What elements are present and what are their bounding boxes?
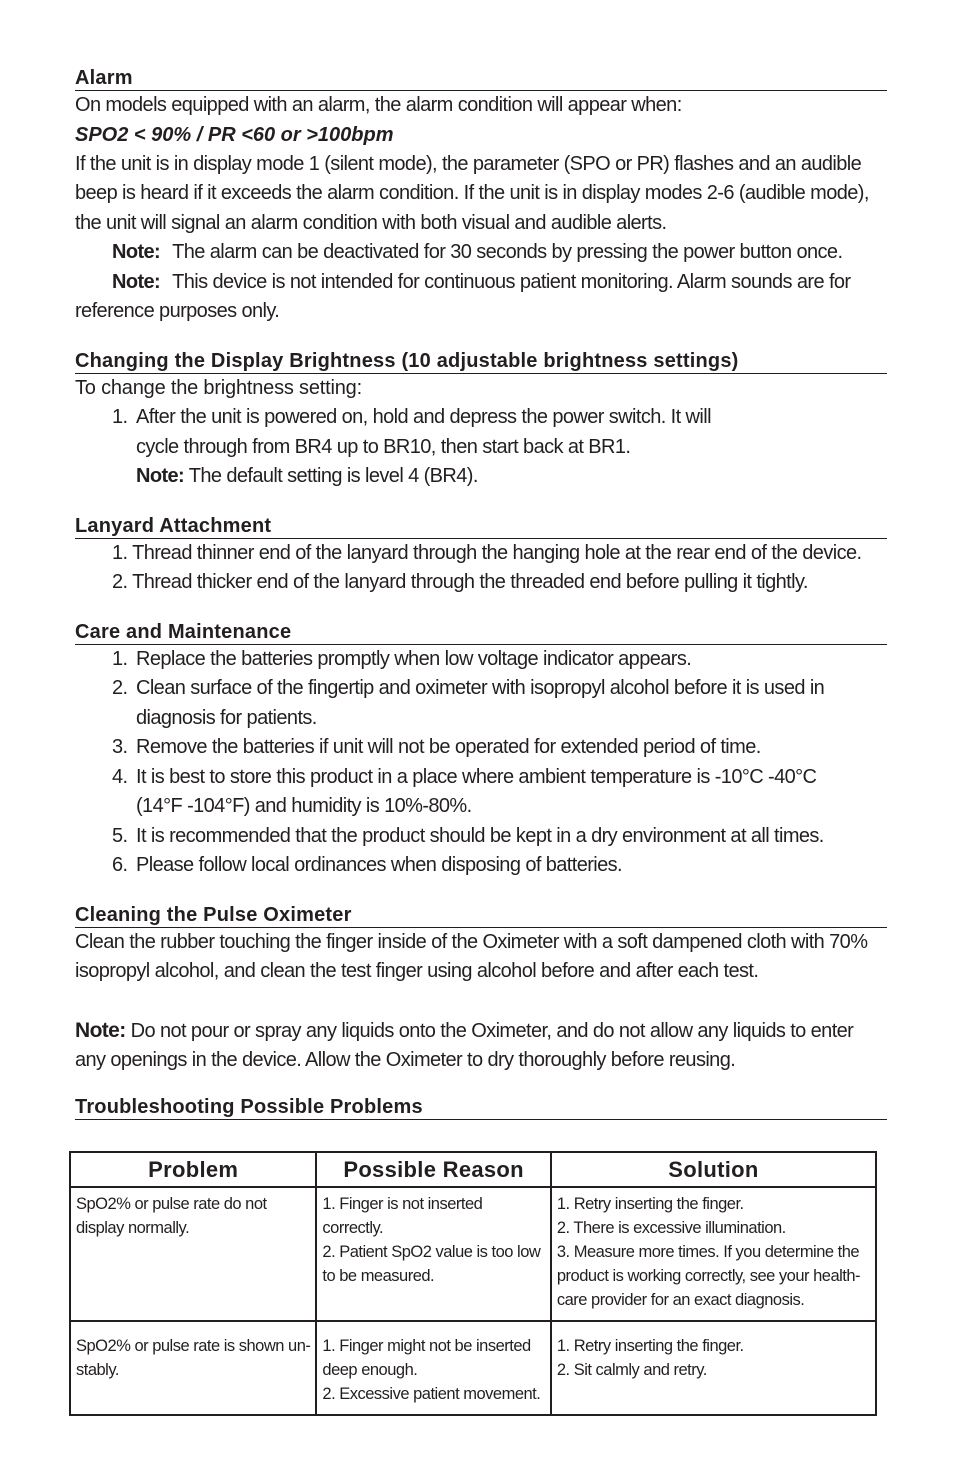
- brightness-steps: [75, 403, 887, 492]
- list-item: 6. Please follow local ordinances when disposing of batteries.: [112, 854, 623, 876]
- note-label: Note:: [112, 241, 161, 263]
- note-label: Note:: [136, 465, 185, 487]
- care-heading: Care and Maintenance: [75, 620, 887, 645]
- care-list: [75, 645, 887, 881]
- solution-cell: 1. Retry inserting the finger. 2. There is excessive illumination. 3. Measure more times. If you determine the product is working correctly, see your health-care provider for an exact diagnosis.: [551, 1187, 876, 1321]
- reason-cell: 1. Finger is not inserted correctly. 2. Patient SpO2 value is too low to be measured.: [316, 1187, 550, 1321]
- cleaning-heading: Cleaning the Pulse Oximeter: [75, 903, 887, 928]
- alarm-condition: SPO2 < 90% / PR <60 or >100bpm: [75, 123, 394, 146]
- problem-cell: SpO2% or pulse rate do not display normally.: [70, 1187, 316, 1321]
- alarm-heading: Alarm: [75, 66, 887, 91]
- alarm-note-1: [75, 238, 887, 268]
- note-label: Note:: [75, 1018, 126, 1042]
- column-header-solution: Solution: [551, 1152, 876, 1187]
- note-text: Do not pour or spray any liquids onto the Oximeter, and do not allow any liquids to enter any openings in the device. Allow the Oximeter to dry thoroughly before reusing.: [75, 1019, 854, 1071]
- table-row: [70, 1321, 876, 1415]
- reason-cell: 1. Finger might not be inserted deep enough. 2. Excessive patient movement.: [316, 1321, 550, 1415]
- lanyard-heading: Lanyard Attachment: [75, 514, 887, 539]
- brightness-heading: Changing the Display Brightness (10 adjustable brightness settings): [75, 349, 887, 374]
- solution-cell: 1. Retry inserting the finger. 2. Sit calmly and retry.: [551, 1321, 876, 1415]
- note-label: Note:: [112, 270, 161, 293]
- note-text: The default setting is level 4 (BR4).: [188, 465, 478, 487]
- list-item: 5. It is recommended that the product should be kept in a dry environment at all times.: [112, 824, 824, 847]
- table-row: [70, 1187, 876, 1321]
- column-header-problem: Problem: [70, 1152, 316, 1187]
- alarm-note-2: [75, 268, 887, 327]
- lanyard-item: 1. Thread thinner end of the lanyard through the hanging hole at the rear end of the device.: [112, 541, 862, 564]
- table-header-row: [70, 1152, 876, 1187]
- note-text: This device is not intended for continuous patient monitoring. Alarm sounds are for reference purposes only.: [75, 270, 851, 322]
- manual-page: [75, 66, 887, 1120]
- column-header-reason: Possible Reason: [316, 1152, 550, 1187]
- lanyard-item: 2. Thread thicker end of the lanyard through the threaded end before pulling it tightly.: [112, 571, 808, 593]
- alarm-intro: On models equipped with an alarm, the alarm condition will appear when:: [75, 94, 682, 116]
- list-item: 1. Replace the batteries promptly when low voltage indicator appears.: [112, 647, 692, 670]
- note-text: The alarm can be deactivated for 30 seconds by pressing the power button once.: [172, 241, 843, 263]
- list-item: 4. It is best to store this product in a place where ambient temperature is -10°C -40°C (14°F -104°F) and humidity is 10%-80%.: [112, 765, 817, 817]
- cleaning-body: Clean the rubber touching the finger inside of the Oximeter with a soft dampened cloth with 70% isopropyl alcohol, and clean the test finger using alcohol before and after each test.: [75, 930, 868, 982]
- list-item: [112, 403, 887, 492]
- problem-cell: SpO2% or pulse rate is shown un-stably.: [70, 1321, 316, 1415]
- cleaning-note: [75, 1016, 887, 1076]
- troubleshooting-heading: Troubleshooting Possible Problems: [75, 1095, 887, 1120]
- list-item: 2. Clean surface of the fingertip and oximeter with isopropyl alcohol before it is used in diagnosis for patients.: [112, 677, 825, 729]
- alarm-body: If the unit is in display mode 1 (silent mode), the parameter (SPO or PR) flashes and an audible beep is heard if it exceeds the alarm condition. If the unit is in display modes 2-6 (audible mode), the unit will signal an alarm condition with both visual and audible alerts.: [75, 152, 869, 234]
- item-number: 1.: [112, 406, 128, 428]
- list-item: 3. Remove the batteries if unit will not be operated for extended period of time.: [112, 736, 761, 758]
- item-text: After the unit is powered on, hold and depress the power switch. It will cycle through from BR4 up to BR10, then start back at BR1.: [136, 406, 711, 458]
- troubleshooting-table: [69, 1151, 877, 1416]
- brightness-intro: To change the brightness setting:: [75, 376, 362, 399]
